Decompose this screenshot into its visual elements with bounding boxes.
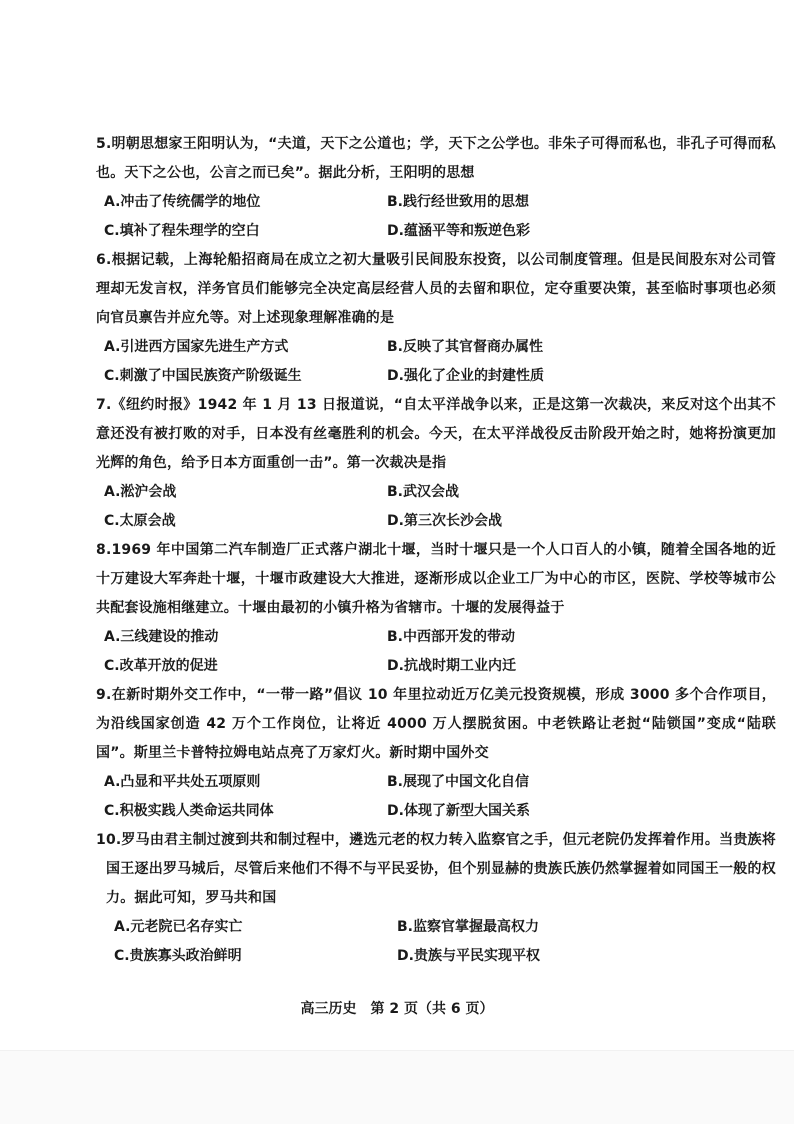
question-9-option-d: D.体现了新型大国关系 (387, 803, 530, 819)
question-list (96, 130, 776, 971)
question-7-option-c: C.太原会战 (104, 513, 176, 529)
question-8-option-c: C.改革开放的促进 (104, 658, 218, 674)
question-6-option-c: C.刺激了中国民族资产阶级诞生 (104, 368, 302, 384)
question-9 (96, 681, 776, 826)
question-10-option-d: D.贵族与平民实现平权 (397, 948, 540, 964)
question-6 (96, 246, 776, 391)
question-9-options (96, 768, 776, 826)
question-7-option-d: D.第三次长沙会战 (387, 513, 502, 529)
question-5-option-b: B.践行经世致用的思想 (387, 194, 529, 210)
question-9-option-c: C.积极实践人类命运共同体 (104, 803, 274, 819)
question-10-option-a: A.元老院已名存实亡 (114, 919, 243, 935)
question-6-option-d: D.强化了企业的封建性质 (387, 368, 544, 384)
question-9-option-a: A.凸显和平共处五项原则 (104, 774, 261, 790)
question-5-stem: 5.明朝思想家王阳明认为，“夫道，天下之公道也；学，天下之公学也。非朱子可得而私也，非孔子可得而私也。天下之公也，公言之而已矣”。据此分析，王阳明的思想 (96, 136, 776, 181)
question-8-options (96, 623, 776, 681)
question-10-option-c: C.贵族寡头政治鲜明 (114, 948, 242, 964)
question-8-option-a: A.三线建设的推动 (104, 629, 219, 645)
question-8 (96, 536, 776, 681)
question-5-option-c: C.填补了程朱理学的空白 (104, 223, 260, 239)
question-7-options (96, 478, 776, 536)
question-5-option-d: D.蕴涵平等和叛逆色彩 (387, 223, 530, 239)
question-6-option-a: A.引进西方国家先进生产方式 (104, 339, 289, 355)
question-8-option-d: D.抗战时期工业内迁 (387, 658, 516, 674)
question-7-option-b: B.武汉会战 (387, 484, 459, 500)
page-footer: 高三历史 第 2 页（共 6 页） (300, 1001, 494, 1017)
question-6-option-b: B.反映了其官督商办属性 (387, 339, 543, 355)
page-bottom-margin (0, 1050, 794, 1124)
question-9-stem: 9.在新时期外交工作中，“一带一路”倡议 10 年里拉动近万亿美元投资规模，形成 3000 多个合作项目，为沿线国家创造 42 万个工作岗位，让将近 4000 万人摆脱贫困。中老铁路让老挝“陆锁国”变成“陆联国”。斯里兰卡普特拉姆电站点亮了万家灯火。新时期中国外交 (96, 687, 776, 761)
question-7 (96, 391, 776, 536)
question-7-option-a: A.淞沪会战 (104, 484, 177, 500)
question-10 (96, 826, 776, 971)
question-10-option-b: B.监察官掌握最高权力 (397, 919, 539, 935)
question-5 (96, 130, 776, 246)
question-8-option-b: B.中西部开发的带动 (387, 629, 515, 645)
question-6-options (96, 333, 776, 391)
question-8-stem: 8.1969 年中国第二汽车制造厂正式落户湖北十堰，当时十堰只是一个人口百人的小镇，随着全国各地的近十万建设大军奔赴十堰，十堰市政建设大大推进，逐渐形成以企业工厂为中心的市区，医院、学校等城市公共配套设施相继建立。十堰由最初的小镇升格为省辖市。十堰的发展得益于 (96, 542, 776, 616)
question-5-options (96, 188, 776, 246)
question-9-option-b: B.展现了中国文化自信 (387, 774, 529, 790)
question-10-stem: 10.罗马由君主制过渡到共和制过程中，遴选元老的权力转入监察官之手，但元老院仍发挥着作用。当贵族将国王逐出罗马城后，尽管后来他们不得不与平民妥协，但个别显赫的贵族氏族仍然掌握着如同国王一般的权力。据此可知，罗马共和国 (96, 832, 776, 906)
question-10-options (96, 913, 776, 971)
question-6-stem: 6.根据记载，上海轮船招商局在成立之初大量吸引民间股东投资，以公司制度管理。但是民间股东对公司管理却无发言权，洋务官员们能够完全决定高层经营人员的去留和职位，定夺重要决策，甚至临时事项也必须向官员禀告并应允等。对上述现象理解准确的是 (96, 252, 776, 326)
question-5-option-a: A.冲击了传统儒学的地位 (104, 194, 261, 210)
question-7-stem: 7.《纽约时报》1942 年 1 月 13 日报道说，“自太平洋战争以来，正是这第一次裁决，来反对这个出其不意还没有被打败的对手，日本没有丝毫胜利的机会。今天，在太平洋战役反击阶段开始之时，她将扮演更加光辉的角色，给予日本方面重创一击”。第一次裁决是指 (96, 397, 776, 471)
